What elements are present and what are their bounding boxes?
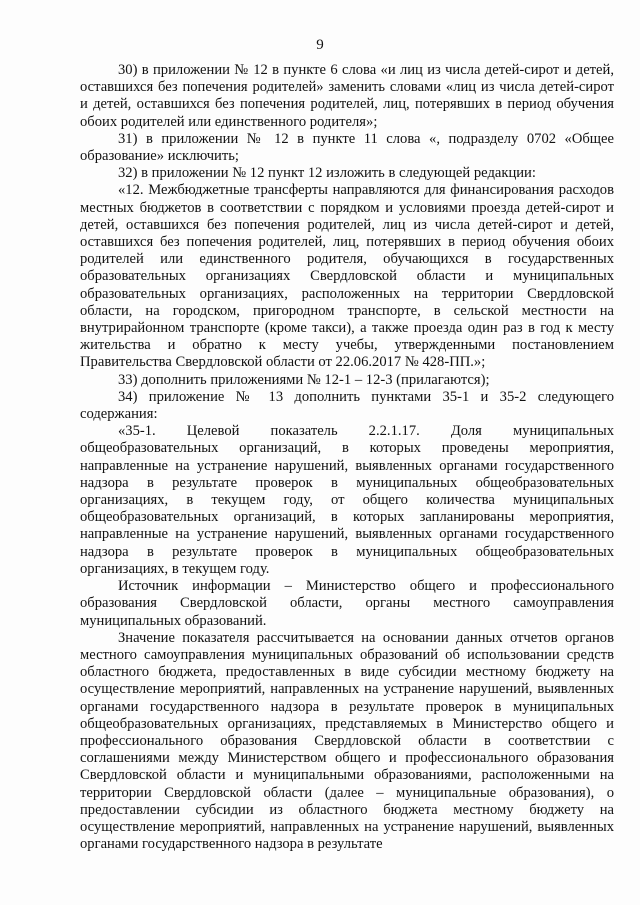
paragraph-calculation: Значение показателя рассчитывается на основании данных отчетов органов местного самоуправления муниципальных образований об использовании средств областного бюджета, предоставленных в виде субсидии местному бюджету на осуществление мероприятий, направленных на устранение нарушений, выявленных органами государственного надзора в результате проверок в муниципальных общеобразовательных организациях, представляемых в Министерство общего и профессионального образования Свердловской области в соответствии с соглашениями между Министерством общего и профессионального образования Свердловской области и муниципальными образованиями, расположенными на территории Свердловской области (далее – муниципальные образования), о предоставлении субсидии из областного бюджета местному бюджету на осуществление мероприятий, направленных на устранение нарушений, выявленных органами государственного надзора в результате	[80, 629, 614, 853]
paragraph-item-34: 34) приложение № 13 дополнить пунктами 35-1 и 35-2 следующего содержания:	[80, 388, 614, 423]
page-number: 9	[316, 37, 324, 53]
paragraph-clause-35-1: «35-1. Целевой показатель 2.2.1.17. Доля муниципальных общеобразовательных организаций, в которых проведены мероприятия, направленные на устранение нарушений, выявленных органами государственного надзора в результате проверок в муниципальных общеобразовательных организациях, в текущем году, от общего количества муниципальных общеобразовательных организаций, в которых запланированы мероприятия, направленные на устранение нарушений, выявленных органами государственного надзора в результате проверок в муниципальных общеобразовательных организациях, в текущем году.	[80, 423, 614, 577]
paragraph-item-30: 30) в приложении № 12 в пункте 6 слова «и лиц из числа детей-сирот и детей, оставшихся без попечения родителей» заменить словами «лиц из числа детей-сирот и детей, оставшихся без попечения родителей, лиц, потерявших в период обучения обоих родителей или единственного родителя»;	[80, 62, 614, 130]
paragraph-item-33: 33) дополнить приложениями № 12-1 – 12-3 (прилагаются);	[118, 371, 490, 388]
paragraph-clause-12: «12. Межбюджетные трансферты направляются для финансирования расходов местных бюджетов в соответствии с порядком и условиями проезда детей-сирот и детей, оставшихся без попечения родителей, лиц из числа детей-сирот и детей, оставшихся без попечения родителей, лиц, потерявших в период обучения обоих родителей или единственного родителя, обучающихся в государственных образовательных организациях Свердловской области и муниципальных образовательных организациях, расположенных на территории Свердловской области, на городском, пригородном транспорте, в сельской местности на внутрирайонном транспорте (кроме такси), а также проезда один раз в год к месту жительства и обратно к месту учебы, утвержденными постановлением Правительства Свердловской области от 22.06.2017 № 428-ПП.»;	[80, 182, 614, 371]
paragraph-item-32: 32) в приложении № 12 пункт 12 изложить в следующей редакции:	[118, 165, 536, 182]
document-body	[80, 62, 614, 853]
paragraph-item-31: 31) в приложении № 12 в пункте 11 слова «, подразделу 0702 «Общее образование» исключить;	[80, 130, 614, 165]
paragraph-info-source: Источник информации – Министерство общего и профессионального образования Свердловской области, органы местного самоуправления муниципальных образований.	[80, 578, 614, 629]
